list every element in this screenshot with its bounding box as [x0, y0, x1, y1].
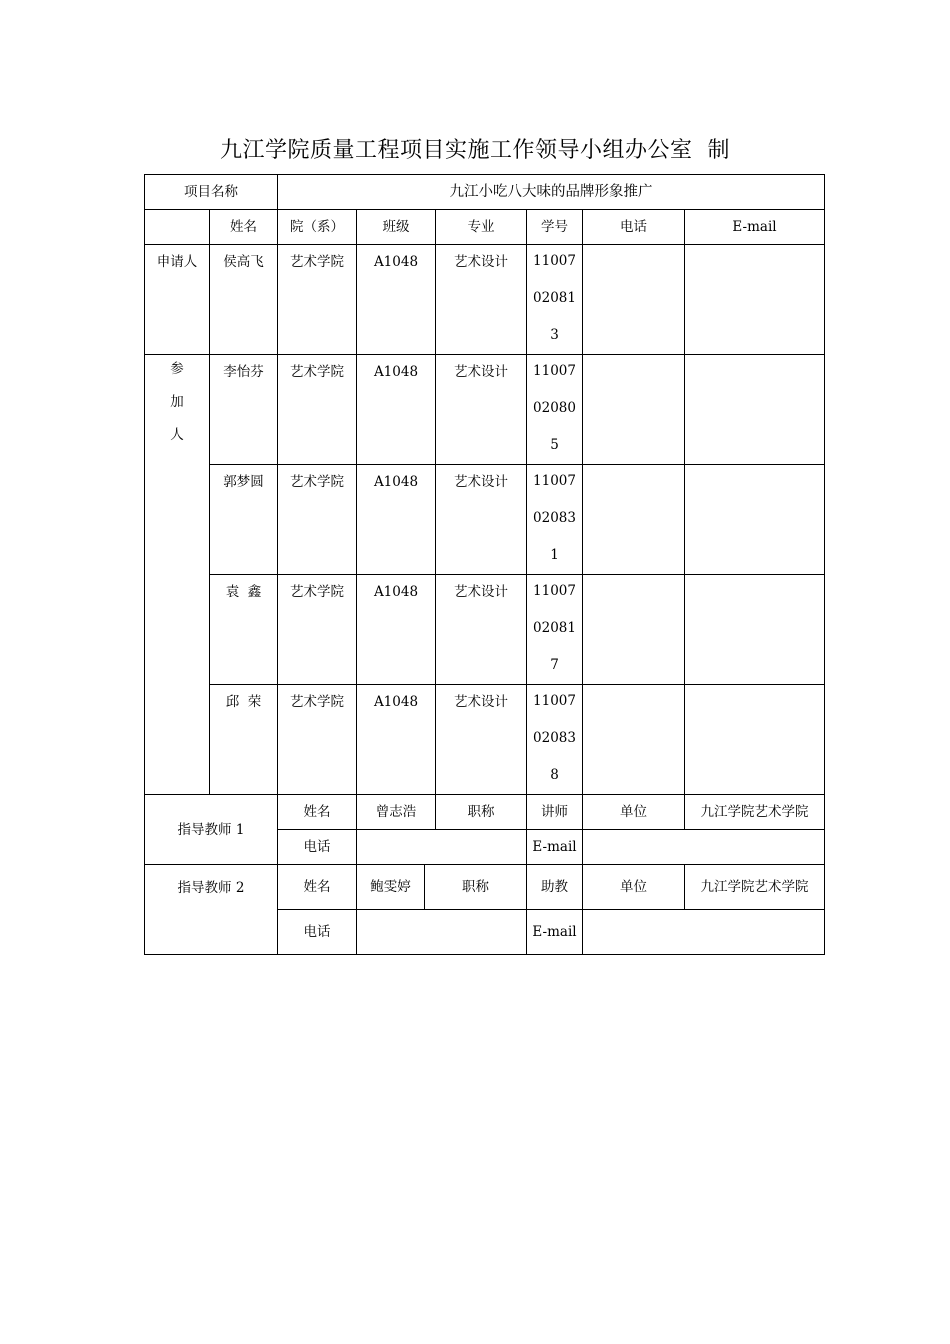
participant-email[interactable]	[685, 685, 825, 795]
applicant-row	[145, 245, 825, 355]
advisor1-unit-label: 单位	[583, 795, 685, 830]
advisor2-title-label: 职称	[425, 865, 527, 910]
header-phone: 电话	[583, 210, 685, 245]
student-id-line: 02081	[533, 290, 576, 306]
student-id-line: 11007	[533, 363, 576, 379]
advisor1-name-label: 姓名	[278, 795, 357, 830]
participant-name[interactable]: 李怡芬	[210, 355, 278, 465]
participant-class[interactable]: A1048	[357, 465, 436, 575]
header-name: 姓名	[210, 210, 278, 245]
participant-role-char: 人	[170, 427, 184, 443]
advisor2-title[interactable]: 助教	[527, 865, 583, 910]
participant-class[interactable]: A1048	[357, 685, 436, 795]
participant-student-id[interactable]	[527, 575, 583, 685]
student-id-line: 02083	[533, 730, 576, 746]
advisor1-label: 指导教师 1	[145, 795, 278, 865]
advisor1-email[interactable]	[583, 830, 825, 865]
project-name-label: 项目名称	[145, 175, 278, 210]
applicant-dept[interactable]: 艺术学院	[278, 245, 357, 355]
participant-dept[interactable]: 艺术学院	[278, 355, 357, 465]
student-id-line: 02080	[533, 400, 576, 416]
advisor2-label: 指导教师 2	[145, 865, 278, 955]
advisor1-phone[interactable]	[357, 830, 527, 865]
applicant-name[interactable]: 侯高飞	[210, 245, 278, 355]
participant-name[interactable]: 袁 鑫	[210, 575, 278, 685]
advisor1-title[interactable]: 讲师	[527, 795, 583, 830]
participant-major[interactable]: 艺术设计	[436, 465, 527, 575]
advisor2-name[interactable]: 鲍雯婷	[357, 865, 425, 910]
student-id-line: 11007	[533, 253, 576, 269]
advisor2-unit-label: 单位	[583, 865, 685, 910]
participant-major[interactable]: 艺术设计	[436, 685, 527, 795]
applicant-email[interactable]	[685, 245, 825, 355]
header-major: 专业	[436, 210, 527, 245]
advisor2-name-label: 姓名	[278, 865, 357, 910]
header-blank-cell	[145, 210, 210, 245]
project-member-table	[144, 174, 825, 955]
participant-dept[interactable]: 艺术学院	[278, 685, 357, 795]
student-id-line: 11007	[533, 583, 576, 599]
advisor1-phone-label: 电话	[278, 830, 357, 865]
participant-phone[interactable]	[583, 465, 685, 575]
student-id-line: 5	[550, 437, 559, 453]
participant-student-id[interactable]	[527, 355, 583, 465]
participant-student-id[interactable]	[527, 685, 583, 795]
advisor1-row-1	[145, 795, 825, 830]
advisor2-email-label: E-mail	[527, 910, 583, 955]
participant-major[interactable]: 艺术设计	[436, 355, 527, 465]
page-title: 九江学院质量工程项目实施工作领导小组办公室 制	[220, 138, 730, 163]
advisor1-title-label: 职称	[436, 795, 527, 830]
applicant-major[interactable]: 艺术设计	[436, 245, 527, 355]
student-id-line: 11007	[533, 693, 576, 709]
participant-phone[interactable]	[583, 355, 685, 465]
participant-class[interactable]: A1048	[357, 355, 436, 465]
advisor1-email-label: E-mail	[527, 830, 583, 865]
advisor2-phone-label: 电话	[278, 910, 357, 955]
student-id-line: 8	[550, 767, 559, 783]
advisor2-phone[interactable]	[357, 910, 527, 955]
applicant-student-id[interactable]	[527, 245, 583, 355]
header-class: 班级	[357, 210, 436, 245]
participant-row	[145, 465, 825, 575]
advisor2-email[interactable]	[583, 910, 825, 955]
participant-row	[145, 685, 825, 795]
header-dept: 院（系）	[278, 210, 357, 245]
participant-name[interactable]: 邱 荣	[210, 685, 278, 795]
participant-role-char: 加	[170, 394, 184, 410]
applicant-role: 申请人	[145, 245, 210, 355]
student-id-line: 11007	[533, 473, 576, 489]
student-id-line: 02081	[533, 620, 576, 636]
student-id-line: 1	[550, 547, 559, 563]
participant-phone[interactable]	[583, 575, 685, 685]
advisor1-name[interactable]: 曾志浩	[357, 795, 436, 830]
participant-dept[interactable]: 艺术学院	[278, 465, 357, 575]
participant-email[interactable]	[685, 575, 825, 685]
participant-major[interactable]: 艺术设计	[436, 575, 527, 685]
participant-email[interactable]	[685, 355, 825, 465]
applicant-class[interactable]: A1048	[357, 245, 436, 355]
participant-name[interactable]: 郭梦圆	[210, 465, 278, 575]
participant-student-id[interactable]	[527, 465, 583, 575]
participant-dept[interactable]: 艺术学院	[278, 575, 357, 685]
advisor2-row-1	[145, 865, 825, 910]
header-student-id: 学号	[527, 210, 583, 245]
header-email: E-mail	[685, 210, 825, 245]
student-id-line: 7	[550, 657, 559, 673]
participant-role	[145, 355, 210, 795]
column-header-row	[145, 210, 825, 245]
advisor2-unit[interactable]: 九江学院艺术学院	[685, 865, 825, 910]
advisor1-unit[interactable]: 九江学院艺术学院	[685, 795, 825, 830]
participant-row	[145, 355, 825, 465]
participant-class[interactable]: A1048	[357, 575, 436, 685]
participant-phone[interactable]	[583, 685, 685, 795]
applicant-phone[interactable]	[583, 245, 685, 355]
project-name-value[interactable]: 九江小吃八大味的品牌形象推广	[278, 175, 825, 210]
participant-role-char: 参	[170, 361, 184, 377]
participant-email[interactable]	[685, 465, 825, 575]
student-id-line: 02083	[533, 510, 576, 526]
project-row	[145, 175, 825, 210]
student-id-line: 3	[550, 327, 559, 343]
participant-row	[145, 575, 825, 685]
